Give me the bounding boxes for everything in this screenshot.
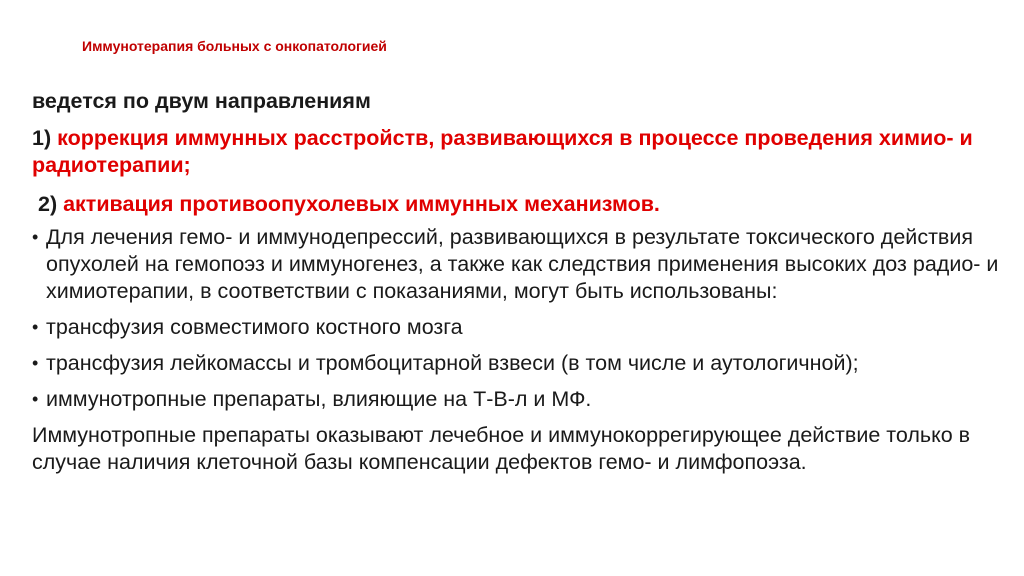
slide-content <box>32 88 1007 498</box>
bullet-item <box>32 386 1007 413</box>
bullet-text: трансфузия совместимого костного мозга <box>46 315 463 339</box>
item-number: 1) <box>32 126 58 150</box>
bullet-item <box>32 224 1007 305</box>
bullet-icon: • <box>32 389 39 409</box>
item-text: коррекция иммунных расстройств, развивающихся в процессе проведения химио- и радиотерапии; <box>32 126 973 177</box>
bullet-icon: • <box>32 353 39 373</box>
bullet-text: трансфузия лейкомассы и тромбоцитарной взвеси (в том числе и аутологичной); <box>46 351 859 375</box>
bullet-text: Для лечения гемо- и иммунодепрессий, развивающихся в результате токсического действия опухолей на гемопоэз и иммуногенез, а также как следствия применения высоких доз радио- и химиотерапии, в соответствии с показаниями, могут быть использованы: <box>46 225 999 303</box>
item-text: активация противоопухолевых иммунных механизмов <box>63 192 654 216</box>
bullet-item <box>32 314 1007 341</box>
intro-line: ведется по двум направлениям <box>32 89 371 113</box>
direction-item-2 <box>38 191 1007 218</box>
item-tail: . <box>653 192 660 216</box>
direction-item-1 <box>32 125 1007 179</box>
bullet-icon: • <box>32 317 39 337</box>
slide-title: Иммунотерапия больных с онкопатологией <box>82 38 387 54</box>
bullet-icon: • <box>32 227 39 247</box>
item-number: 2) <box>38 192 64 216</box>
bullet-item <box>32 350 1007 377</box>
bullet-text: иммунотропные препараты, влияющие на Т-В-л и МФ. <box>46 387 592 411</box>
conclusion-paragraph: Иммунотропные препараты оказывают лечебное и иммунокоррегирующее действие только в случае наличия клеточной базы компенсации дефектов гемо- и лимфопоэза. <box>32 423 971 474</box>
